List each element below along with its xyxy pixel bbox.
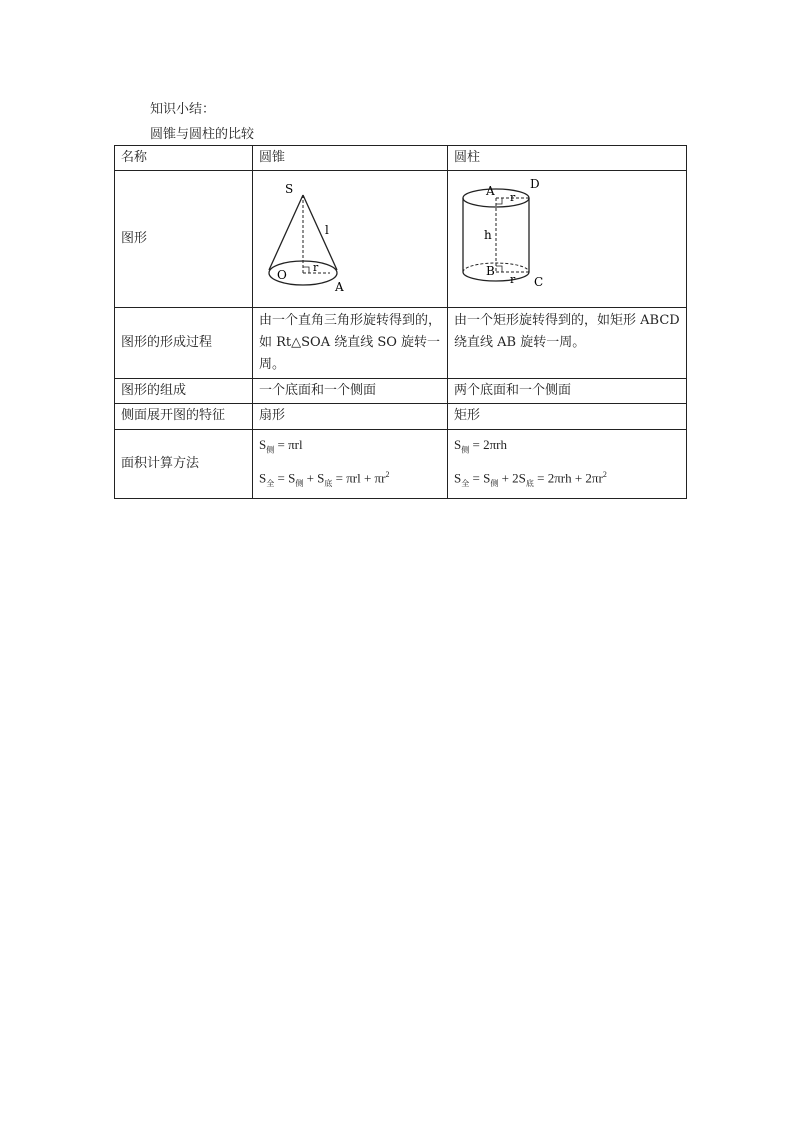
header-name: 名称 (115, 146, 253, 171)
figure-row (115, 171, 687, 308)
area-row (115, 429, 687, 499)
cone-diagram (259, 171, 441, 301)
formation-row (115, 308, 687, 379)
cone-label-o: O (277, 268, 287, 283)
composition-cone: 一个底面和一个侧面 (253, 379, 448, 404)
cone-label-l: l (325, 223, 329, 238)
formation-cone: 由一个直角三角形旋转得到的，如 Rt△SOA 绕直线 SO 旋转一周。 (253, 308, 448, 379)
cylinder-label-c: C (534, 275, 544, 290)
figure-label: 图形 (115, 171, 253, 308)
header-cone: 圆锥 (253, 146, 448, 171)
area-label: 面积计算方法 (115, 429, 253, 499)
area-cylinder (448, 429, 687, 499)
cylinder-label-r-top: r (510, 191, 516, 205)
cylinder-total-formula: $S_全 = S_侧 + 2S_底 = 2\pi rh + 2\pi r^2$ (454, 470, 607, 489)
cylinder-label-r-bottom: r (510, 273, 516, 287)
comparison-table (114, 145, 687, 499)
composition-cylinder: 两个底面和一个侧面 (448, 379, 687, 404)
cylinder-figure-cell (448, 171, 687, 308)
area-cone (253, 429, 448, 499)
cylinder-diagram (454, 171, 680, 301)
lateral-label: 侧面展开图的特征 (115, 404, 253, 429)
cylinder-label-b: B (486, 264, 495, 279)
cone-figure-cell (253, 171, 448, 308)
header-cylinder: 圆柱 (448, 146, 687, 171)
composition-label: 图形的组成 (115, 379, 253, 404)
formation-cylinder: 由一个矩形旋转得到的，如矩形 ABCD 绕直线 AB 旋转一周。 (448, 308, 687, 379)
header-row (115, 146, 687, 171)
cone-label-s: S (285, 182, 294, 197)
composition-row (115, 379, 687, 404)
cylinder-label-d: D (530, 177, 540, 192)
cylinder-label-a: A (486, 184, 495, 199)
cone-lateral-formula: $S_侧 = \pi rl$ (259, 436, 303, 455)
summary-heading: 知识小结： (150, 102, 216, 117)
cylinder-label-h: h (484, 228, 492, 243)
cone-label-a: A (335, 280, 344, 295)
lateral-cylinder: 矩形 (448, 404, 687, 429)
lateral-cone: 扇形 (253, 404, 448, 429)
lateral-row (115, 404, 687, 429)
comparison-title: 圆锥与圆柱的比较 (150, 127, 255, 142)
cone-total-formula: $S_全 = S_侧 + S_底 = \pi rl + \pi r^2$ (259, 470, 390, 489)
cone-label-r: r (313, 261, 319, 275)
cylinder-lateral-formula: $S_侧 = 2\pi rh$ (454, 436, 507, 455)
formation-label: 图形的形成过程 (115, 308, 253, 379)
